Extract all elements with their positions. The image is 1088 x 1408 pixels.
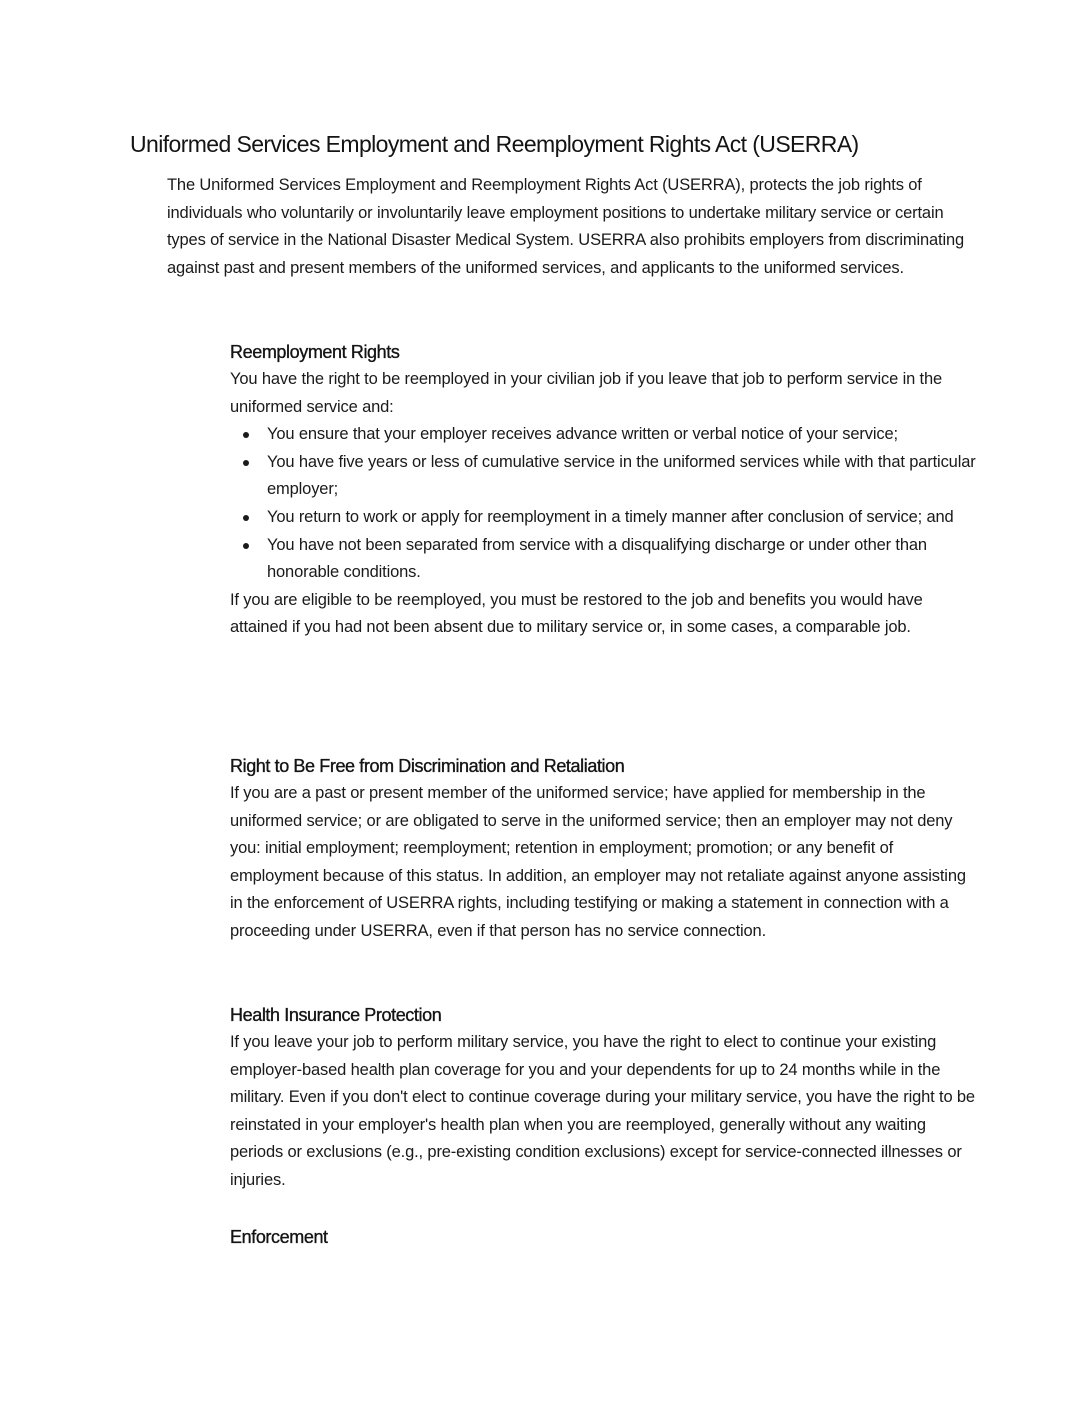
discrimination-text: If you are a past or present member of the uniformed service; have applied for membership in the uniformed service; or are obligated to serve in the uniformed service; then an employer may not deny you: initial employment; reemployment; retention in employment; promotion; or any benefit of employment because of this status. In addition, an employer may not retaliate against anyone assisting in the enforcement of USERRA rights, including testifying or making a statement in connection with a proceeding under USERRA, even if that person has no service connection. [230, 784, 966, 940]
section-heading-enforcement: Enforcement [230, 1227, 328, 1247]
list-item [267, 449, 980, 504]
bullet-icon [243, 460, 249, 466]
section-health-insurance [230, 1001, 980, 1195]
section-enforcement [230, 1223, 980, 1251]
section-discrimination-retaliation [230, 752, 980, 946]
bullet-icon [243, 432, 249, 438]
reemployment-closing-text: If you are eligible to be reemployed, you must be restored to the job and benefits you would have attained if you had not been absent due to military service or, in some cases, a comparable job. [230, 590, 923, 637]
health-text: If you leave your job to perform military service, you have the right to elect to continue your existing employer-based health plan coverage for you and your dependents for up to 24 months while in the military. Even if you don't elect to continue coverage during your military service, you have the right to be reinstated in your employer's health plan when you are reemployed, generally without any waiting periods or exclusions (e.g., pre-existing condition exclusions) except for service-connected illnesses or injuries. [230, 1033, 975, 1189]
bullet-icon [243, 543, 249, 549]
list-item-text: You return to work or apply for reemployment in a timely manner after conclusion of service; and [267, 507, 954, 526]
list-item-text: You ensure that your employer receives advance written or verbal notice of your service; [267, 425, 898, 444]
reemployment-lead-text: You have the right to be reemployed in your civilian job if you leave that job to perform service in the uniformed service and: [230, 370, 943, 416]
list-item [267, 504, 980, 532]
list-item-text: You have five years or less of cumulative service in the uniformed services while with that particular employer; [267, 452, 976, 499]
section-heading-discrimination: Right to Be Free from Discrimination and Retaliation [230, 756, 625, 776]
list-item-text: You have not been separated from service with a disqualifying discharge or under other than honorable conditions. [267, 535, 927, 582]
section-heading-reemployment: Reemployment Rights [230, 342, 400, 362]
list-item [267, 421, 980, 449]
bullet-icon [243, 515, 249, 521]
intro-paragraph: The Uniformed Services Employment and Reemployment Rights Act (USERRA), protects the job rights of individuals who voluntarily or involuntarily leave employment positions to undertake military service or certain types of service in the National Disaster Medical System. USERRA also prohibits employers from discriminating against past and present members of the uniformed services, and applicants to the uniformed services. [167, 176, 965, 277]
list-item [267, 532, 980, 587]
document-title: Uniformed Services Employment and Reemployment Rights Act (USERRA) [130, 131, 859, 157]
reemployment-conditions-list [230, 421, 980, 587]
section-heading-health: Health Insurance Protection [230, 1005, 442, 1025]
section-reemployment-rights [230, 338, 980, 642]
